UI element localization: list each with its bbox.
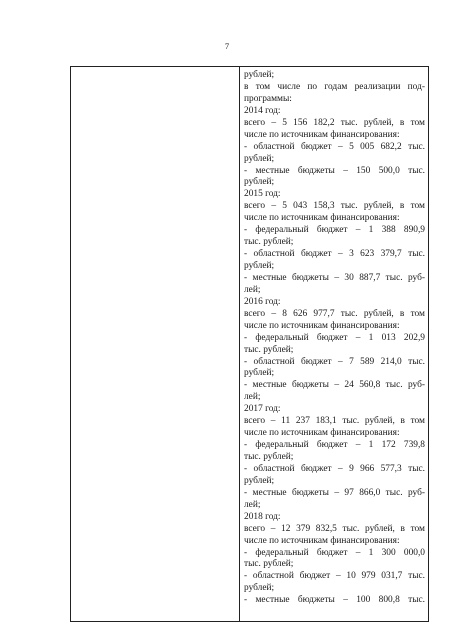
cell-line: всего – 12 379 832,5 тыс. рублей, в том [244,523,425,534]
cell-line: тыс. рублей; [244,559,294,570]
cell-line: числе по источникам финансирования: [244,428,400,439]
cell-line: - федеральный бюджет – 1 388 890,9 [244,225,425,236]
cell-line: - местные бюджеты – 97 866,0 тыс. руб- [244,487,425,498]
cell-line: - федеральный бюджет – 1 172 739,8 [244,440,425,451]
cell-line: программы: [244,93,292,104]
cell-line: числе по источникам финансирования: [244,213,400,224]
cell-line: 2014 год: [244,105,281,116]
cell-line: - местные бюджеты – 30 887,7 тыс. руб- [244,272,425,283]
cell-line: - местные бюджеты – 24 560,8 тыс. руб- [244,380,425,391]
cell-line: рублей; [244,368,275,379]
cell-line: всего – 11 237 183,1 тыс. рублей, в том [244,416,425,427]
cell-line: рублей; [244,583,275,594]
cell-line: 2015 год: [244,189,281,200]
cell-line: тыс. рублей; [244,237,294,248]
cell-line: всего – 8 626 977,7 тыс. рублей, в том [244,308,425,319]
cell-line: числе по источникам финансирования: [244,129,400,140]
cell-line: - федеральный бюджет – 1 300 000,0 [244,547,425,558]
financing-cell-text [244,70,425,607]
cell-line: - областной бюджет – 10 979 031,7 тыс. [244,571,425,582]
cell-line: 2016 год: [244,296,281,307]
cell-line: рублей; [244,261,275,271]
cell-line: всего – 5 043 158,3 тыс. рублей, в том [244,201,425,212]
cell-line: тыс. рублей; [244,344,294,355]
financing-table [70,66,429,622]
cell-line: рублей; [244,70,275,80]
cell-line: - местные бюджеты – 150 500,0 тыс. [244,165,425,176]
cell-line: - областной бюджет – 9 966 577,3 тыс. [244,463,425,474]
cell-line: 2018 год: [244,511,281,522]
cell-line: - областной бюджет – 7 589 214,0 тыс. [244,356,425,367]
cell-line: рублей; [244,177,275,188]
cell-line: лей; [244,284,261,295]
page-number: 7 [224,41,230,51]
cell-line: всего – 5 156 182,2 тыс. рублей, в том [244,117,425,128]
cell-line: в том числе по годам реализации под- [244,81,425,92]
cell-line: 2017 год: [244,404,281,415]
cell-line: - областной бюджет – 5 005 682,2 тыс. [244,141,425,152]
cell-line: рублей; [244,153,275,164]
cell-line: числе по источникам финансирования: [244,535,400,546]
column-divider [239,67,240,621]
cell-line: числе по источникам финансирования: [244,320,400,331]
cell-line: лей; [244,499,261,510]
cell-line: - областной бюджет – 3 623 379,7 тыс. [244,249,425,260]
cell-line: - местные бюджеты – 100 800,8 тыс. [244,595,425,606]
cell-line: - федеральный бюджет – 1 013 202,9 [244,332,425,343]
cell-line: рублей; [244,475,275,486]
cell-line: лей; [244,392,261,403]
cell-line: тыс. рублей; [244,452,294,462]
